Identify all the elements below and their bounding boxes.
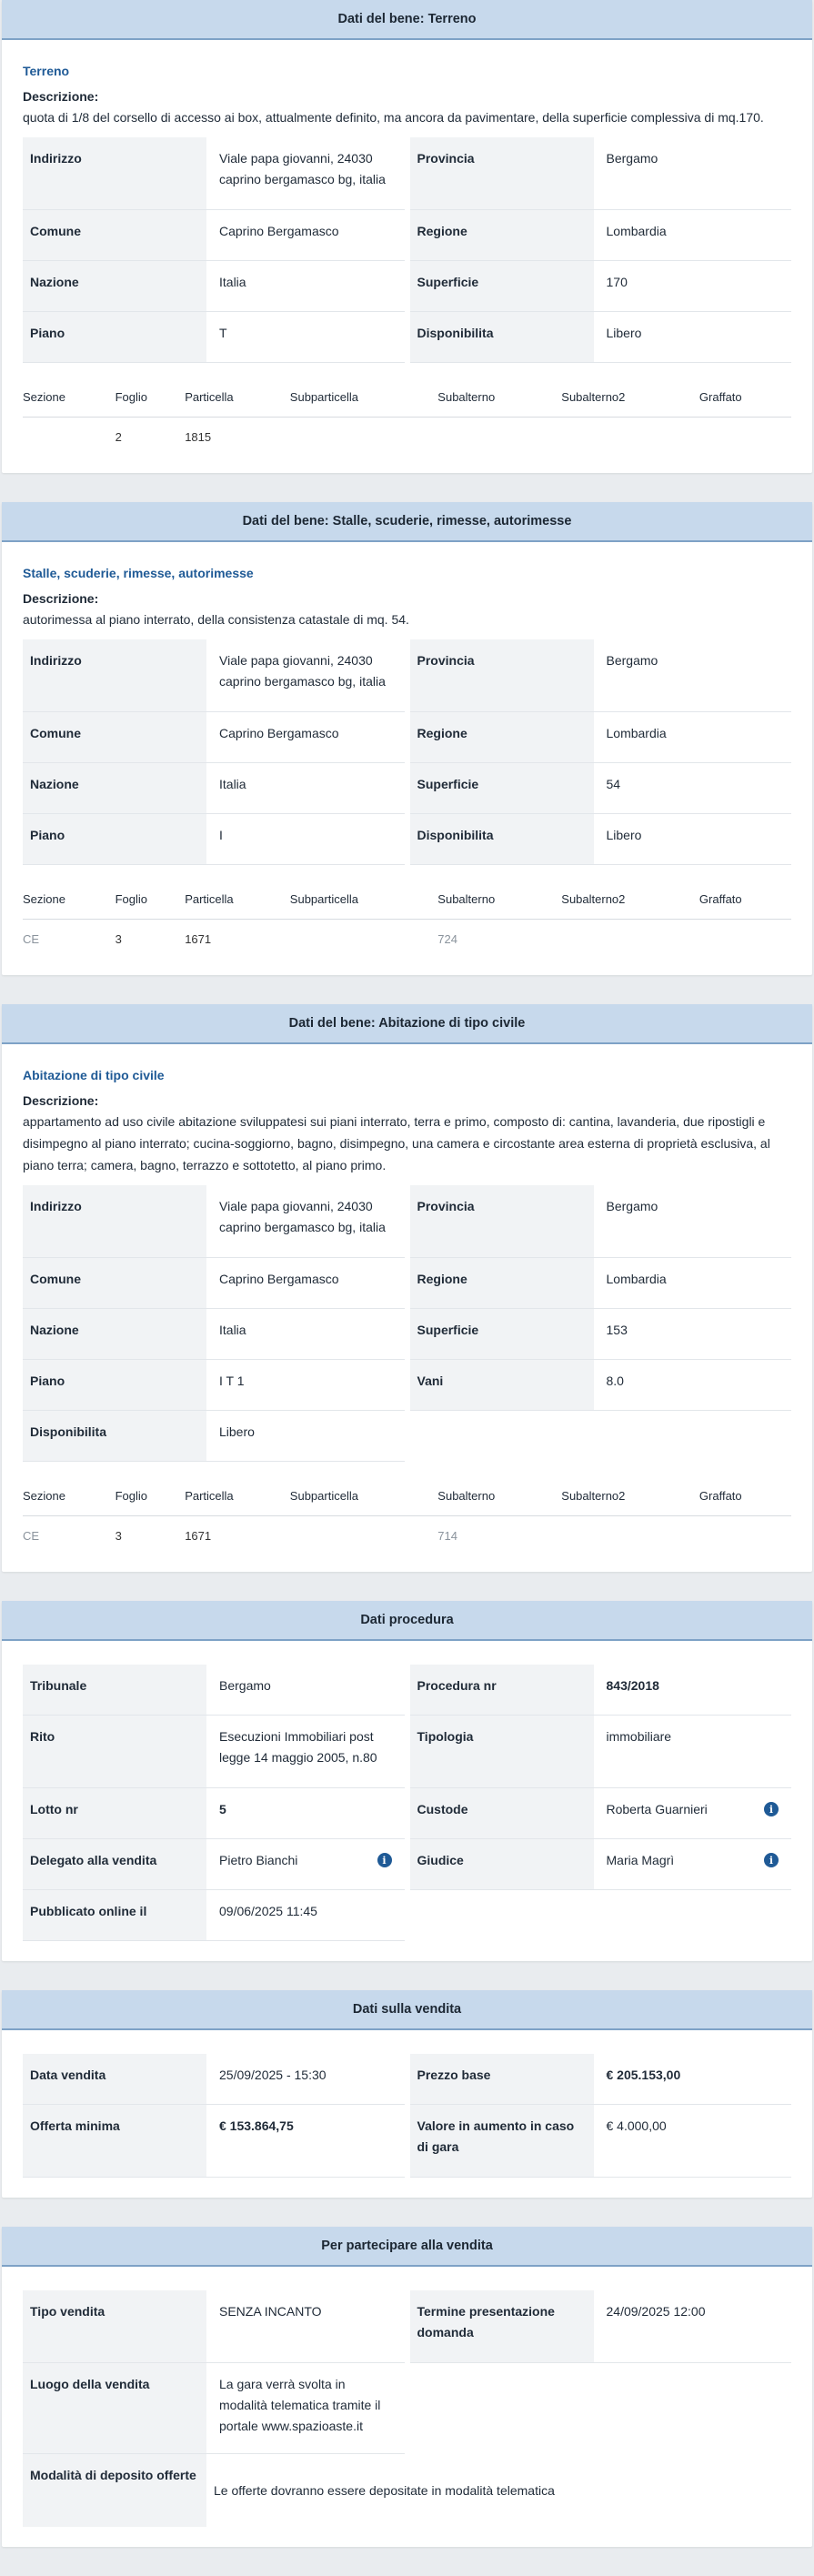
info-icon[interactable]: i <box>377 1853 392 1867</box>
field-disponibilita: Disponibilita Libero <box>23 1411 405 1462</box>
field-regione: Regione Lombardia <box>410 1258 792 1309</box>
field-data-vendita: Data vendita 25/09/2025 - 15:30 <box>23 2054 405 2105</box>
field-lotto: Lotto nr 5 <box>23 1788 405 1839</box>
field-disponibilita: Disponibilita Libero <box>410 312 792 363</box>
field-tipologia: Tipologia immobiliare <box>410 1716 792 1788</box>
field-tribunale: Tribunale Bergamo <box>23 1665 405 1716</box>
field-indirizzo: Indirizzo Viale papa giovanni, 24030 caprino bergamasco bg, italia <box>23 137 405 210</box>
procedura-grid <box>23 1665 791 1941</box>
field-delegato: Delegato alla vendita Pietro Bianchi i <box>23 1839 405 1890</box>
field-vani: Vani 8.0 <box>410 1360 792 1411</box>
field-offerta-minima: Offerta minima € 153.864,75 <box>23 2105 405 2178</box>
field-provincia: Provincia Bergamo <box>410 1185 792 1258</box>
bene-details-grid <box>23 639 791 865</box>
field-nazione: Nazione Italia <box>23 261 405 312</box>
field-comune: Comune Caprino Bergamasco <box>23 1258 405 1309</box>
description-label: Descrizione: <box>23 591 99 606</box>
field-indirizzo: Indirizzo Viale papa giovanni, 24030 caprino bergamasco bg, italia <box>23 639 405 712</box>
catasto-table <box>23 885 791 955</box>
card-header: Dati del bene: Abitazione di tipo civile <box>2 1004 812 1044</box>
field-nazione: Nazione Italia <box>23 1309 405 1360</box>
description-text: appartamento ad uso civile abitazione sviluppatesi sui piani interrato, terra e primo, composto di: cantina, lavanderia, due ripostigli e disimpegno al piano interrato; cucina-soggiorno, bagno, disimpegno, una camera e circostante area esterna di proprietà esclusiva, al piano terra; camera, bagno, terrazzo e sottotetto, al piano primo. <box>23 1114 770 1172</box>
info-icon[interactable]: i <box>764 1802 779 1816</box>
field-piano: Piano T <box>23 312 405 363</box>
field-piano: Piano I <box>23 814 405 865</box>
field-superficie: Superficie 170 <box>410 261 792 312</box>
card-header: Dati sulla vendita <box>2 1990 812 2030</box>
card-header: Dati procedura <box>2 1601 812 1641</box>
field-piano: Piano I T 1 <box>23 1360 405 1411</box>
field-rito: Rito Esecuzioni Immobiliari post legge 14 maggio 2005, n.80 <box>23 1716 405 1788</box>
table-row: 2 1815 <box>115 430 212 444</box>
description-text: quota di 1/8 del corsello di accesso ai box, attualmente definito, ma ancora da pavimentare, della superficie complessiva di mq.170. <box>23 110 764 125</box>
field-giudice: Giudice Maria Magrì i <box>410 1839 792 1890</box>
description-text: autorimessa al piano interrato, della consistenza catastale di mq. 54. <box>23 612 409 627</box>
field-superficie: Superficie 153 <box>410 1309 792 1360</box>
field-regione: Regione Lombardia <box>410 712 792 763</box>
field-procedura-nr: Procedura nr 843/2018 <box>410 1665 792 1716</box>
bene-subtitle: Terreno <box>23 64 70 78</box>
field-prezzo-base: Prezzo base € 205.153,00 <box>410 2054 792 2105</box>
bene-details-grid <box>23 1185 791 1462</box>
card-header: Per partecipare alla vendita <box>2 2227 812 2267</box>
bene-subtitle: Stalle, scuderie, rimesse, autorimesse <box>23 566 254 580</box>
table-header-row: Sezione Foglio Particella Subparticella Subalterno Subalterno2 Graffato <box>23 885 791 920</box>
procedura-card <box>2 1601 812 1961</box>
field-tipo-vendita: Tipo vendita SENZA INCANTO <box>23 2290 405 2363</box>
field-valore-aumento: Valore in aumento in caso di gara € 4.000,00 <box>410 2105 792 2178</box>
field-nazione: Nazione Italia <box>23 763 405 814</box>
table-row: CE 3 1671 714 <box>23 1529 457 1543</box>
bene-subtitle: Abitazione di tipo civile <box>23 1068 165 1082</box>
field-indirizzo: Indirizzo Viale papa giovanni, 24030 caprino bergamasco bg, italia <box>23 1185 405 1258</box>
table-header-row: Sezione Foglio Particella Subparticella Subalterno Subalterno2 Graffato <box>23 1482 791 1516</box>
field-pubblicato: Pubblicato online il 09/06/2025 11:45 <box>23 1890 405 1941</box>
bene-card-autorimessa <box>2 502 812 975</box>
field-custode: Custode Roberta Guarnieri i <box>410 1788 792 1839</box>
field-disponibilita: Disponibilita Libero <box>410 814 792 865</box>
catasto-table <box>23 1482 791 1552</box>
info-icon[interactable]: i <box>764 1853 779 1867</box>
bene-card-terreno <box>2 0 812 473</box>
field-comune: Comune Caprino Bergamasco <box>23 712 405 763</box>
description-label: Descrizione: <box>23 1093 99 1108</box>
bene-details-grid <box>23 137 791 363</box>
card-header: Dati del bene: Stalle, scuderie, rimesse, autorimesse <box>2 502 812 542</box>
field-provincia: Provincia Bergamo <box>410 137 792 210</box>
field-regione: Regione Lombardia <box>410 210 792 261</box>
description-label: Descrizione: <box>23 89 99 104</box>
vendita-card <box>2 1990 812 2198</box>
partecipare-card <box>2 2227 812 2547</box>
field-deposito: Modalità di deposito offerte Le offerte dovranno essere depositate in modalità telematica <box>23 2454 791 2527</box>
field-termine: Termine presentazione domanda 24/09/2025 12:00 <box>410 2290 792 2363</box>
bene-card-abitazione <box>2 1004 812 1572</box>
partecipare-grid <box>23 2290 791 2454</box>
card-header: Dati del bene: Terreno <box>2 0 812 40</box>
field-comune: Comune Caprino Bergamasco <box>23 210 405 261</box>
field-superficie: Superficie 54 <box>410 763 792 814</box>
field-luogo: Luogo della vendita La gara verrà svolta in modalità telematica tramite il portale www.spazioaste.it <box>23 2363 405 2454</box>
field-provincia: Provincia Bergamo <box>410 639 792 712</box>
table-row: CE 3 1671 724 <box>23 932 457 946</box>
table-header-row: Sezione Foglio Particella Subparticella Subalterno Subalterno2 Graffato <box>23 383 791 418</box>
vendita-grid <box>23 2054 791 2178</box>
catasto-table <box>23 383 791 453</box>
